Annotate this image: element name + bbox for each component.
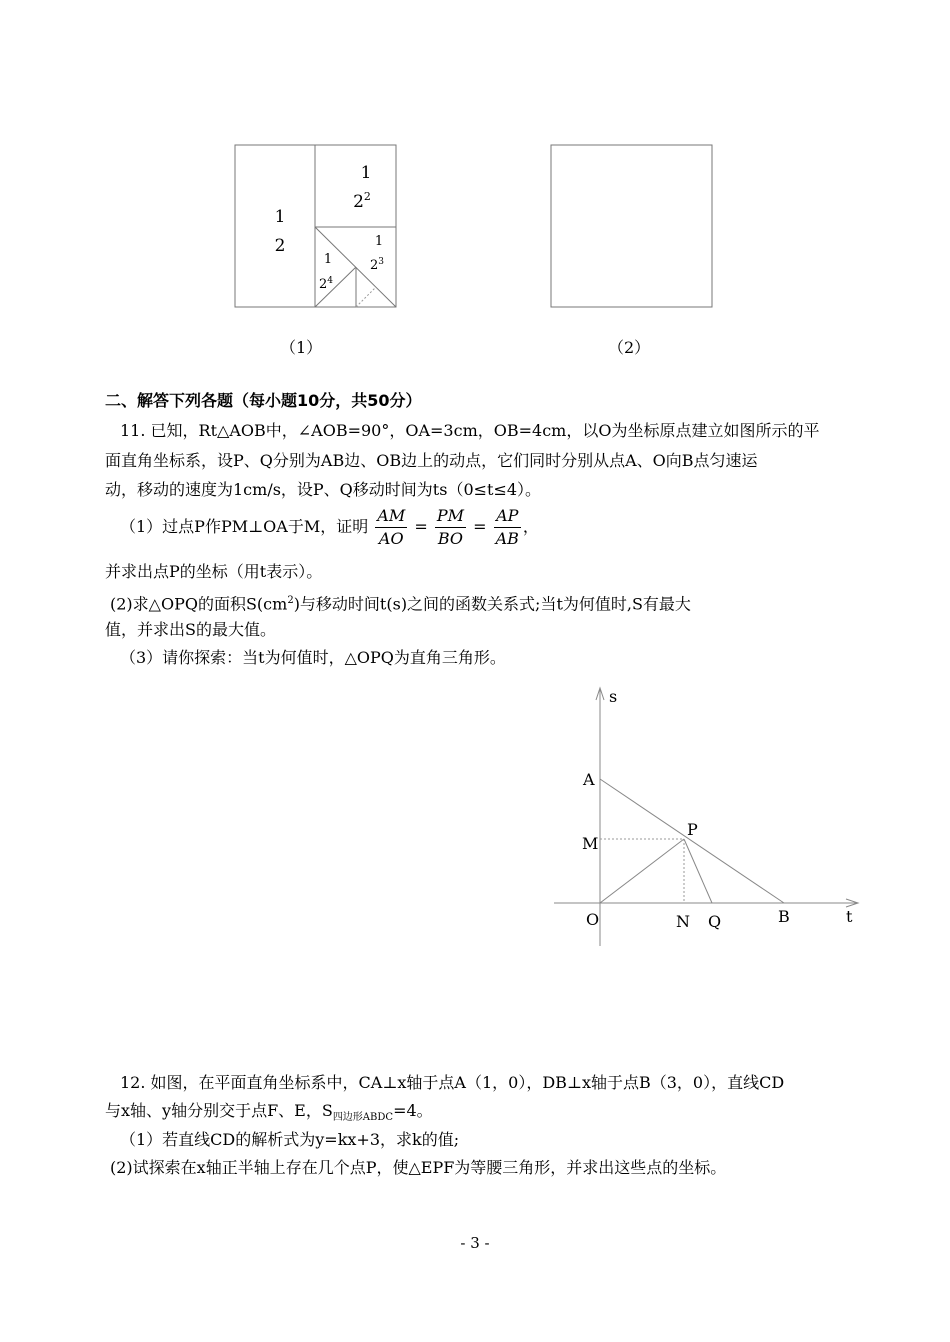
q12-line2-sub: 四边形ABDC bbox=[332, 1112, 394, 1124]
q11-line1: 11. 已知，Rt△AOB中，∠AOB=90°，OA=3cm，OB=4cm，以O为坐标原点建立如图所示的平 bbox=[120, 421, 820, 440]
point-o-label: O bbox=[586, 910, 600, 929]
page-number: - 3 - bbox=[460, 1234, 490, 1252]
q12-line2-a: 与x轴、y轴分别交于点F、E，S bbox=[105, 1101, 333, 1120]
frac2-num: PM bbox=[435, 505, 466, 528]
fig1-sixteenth-num: 1 bbox=[323, 252, 333, 267]
q11-part1 bbox=[120, 503, 539, 551]
frac2-den: BO bbox=[437, 529, 463, 548]
point-m-label: M bbox=[582, 834, 599, 853]
segment-op bbox=[600, 839, 684, 903]
segment-ab bbox=[600, 779, 784, 903]
segment-pq bbox=[684, 839, 712, 903]
frac3-den: AB bbox=[495, 529, 519, 548]
fraction-am-ao bbox=[375, 505, 407, 550]
frac1-num: AM bbox=[375, 505, 407, 528]
fig1-quarter-num: 1 bbox=[360, 163, 372, 183]
q12-line1: 12. 如图，在平面直角坐标系中，CA⊥x轴于点A（1，0），DB⊥x轴于点B（3，0），直线CD bbox=[120, 1073, 785, 1092]
equals-sign-2: = bbox=[473, 517, 487, 536]
fig1-quarter-den: $2^2$ bbox=[353, 190, 371, 212]
q11-part3: （3）请你探索：当t为何值时，△OPQ为直角三角形。 bbox=[120, 648, 506, 667]
point-b-label: B bbox=[778, 907, 790, 926]
point-a-label: A bbox=[583, 770, 595, 789]
q11-part2-exp: 2 bbox=[287, 595, 294, 606]
q12-line2-b: =4。 bbox=[393, 1101, 433, 1120]
fraction-ap-ab bbox=[494, 505, 521, 550]
q11-part2-line2: 值，并求出S的最大值。 bbox=[105, 620, 276, 639]
fig1-eighth-num: 1 bbox=[374, 234, 384, 249]
q11-line3: 动，移动的速度为1cm/s，设P、Q移动时间为ts（0≤t≤4）。 bbox=[105, 480, 542, 499]
fig1-half-num: 1 bbox=[274, 207, 286, 227]
coordinate-graph bbox=[552, 682, 864, 948]
fig1-sixteenth-den: $2^4$ bbox=[318, 276, 334, 292]
fig1-small-dashed bbox=[356, 287, 376, 307]
fig1-half-den: 2 bbox=[274, 236, 286, 256]
fig2-empty-square bbox=[551, 145, 712, 307]
equals-sign-1: = bbox=[414, 517, 428, 536]
axis-s-label: s bbox=[609, 687, 618, 706]
section-heading: 二、解答下列各题（每小题10分，共50分） bbox=[105, 391, 422, 410]
point-n-label: N bbox=[676, 912, 690, 931]
q11-line2: 面直角坐标系，设P、Q分别为AB边、OB边上的动点，它们同时分别从点A、O向B点匀速运 bbox=[105, 451, 758, 470]
q11-part2 bbox=[110, 591, 691, 614]
fig1-caption: （1） bbox=[280, 338, 323, 357]
q12-part2: (2)试探索在x轴正半轴上存在几个点P，使△EPF为等腰三角形，并求出这些点的坐标。 bbox=[110, 1158, 727, 1177]
q12-line2 bbox=[105, 1101, 433, 1128]
q11-part1-prefix: （1）过点P作PM⊥OA于M，证明 bbox=[120, 517, 369, 536]
frac3-num: AP bbox=[494, 505, 521, 528]
figure-1 bbox=[232, 142, 400, 310]
point-p-label: P bbox=[687, 820, 698, 839]
q11-part1-suffix: ， bbox=[522, 517, 539, 536]
figure-2 bbox=[548, 142, 716, 310]
point-q-label: Q bbox=[708, 912, 722, 931]
axis-t-label: t bbox=[846, 907, 853, 926]
fig2-caption: （2） bbox=[608, 338, 651, 357]
q12-part1: （1）若直线CD的解析式为y=kx+3，求k的值; bbox=[120, 1130, 460, 1149]
fraction-pm-bo bbox=[435, 505, 466, 550]
q11-part2-a: (2)求△OPQ的面积S(cm bbox=[110, 594, 288, 614]
q11-part1-line2: 并求出点P的坐标（用t表示）。 bbox=[105, 562, 323, 581]
frac1-den: AO bbox=[378, 529, 404, 548]
fig1-eighth-den: $2^3$ bbox=[369, 257, 385, 273]
q11-part2-b: )与移动时间t(s)之间的函数关系式;当t为何值时,S有最大 bbox=[293, 594, 691, 614]
